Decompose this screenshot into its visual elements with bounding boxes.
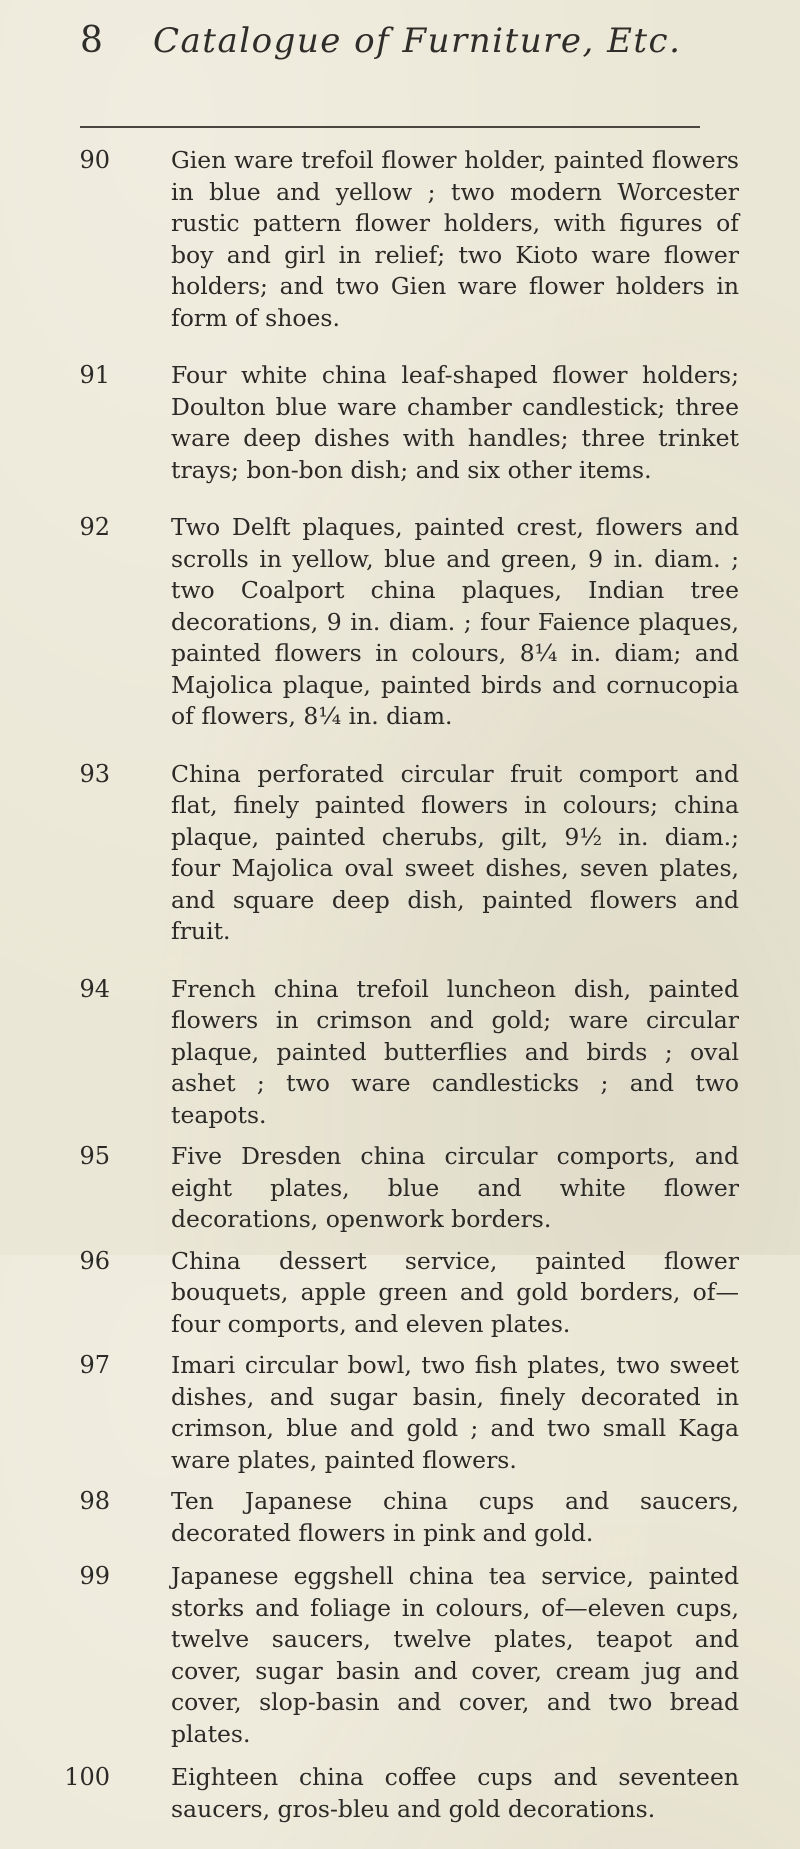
lot-entry [79, 974, 739, 1132]
lot-entry [64, 1762, 739, 1825]
lot-description: French china trefoil luncheon dish, painted flowers in crimson and gold; ware circular plaque, painted butterflies and birds ; oval ashet ; two ware candlesticks ; and two teapots. [171, 974, 739, 1129]
lot-description: Two Delft plaques, painted crest, flowers and scrolls in yellow, blue and green, 9 in. diam. ; two Coalport china plaques, Indian tree decorations, 9 in. diam. ; four Faience plaques, painted flowers in colours, 8¼ in. diam; and Majolica plaque, painted birds and cornucopia of flowers, 8¼ in. diam. [171, 513, 739, 730]
page-number: 8 [80, 20, 103, 61]
page-header [80, 12, 700, 74]
lot-number: 90 [79, 146, 110, 174]
lot-description: China perforated circular fruit comport and flat, finely painted flowers in colours; china plaque, painted cherubs, gilt, 9½ in. diam.; four Majolica oval sweet dishes, seven plates, and square deep dish, painted flowers and fruit. [171, 759, 739, 945]
lot-description: Five Dresden china circular comports, and eight plates, blue and white flower decorations, openwork borders. [171, 1142, 739, 1233]
lot-list [0, 145, 800, 1849]
lot-number: 100 [64, 1763, 110, 1791]
lot-description: Japanese eggshell china tea service, painted storks and foliage in colours, of—eleven cups, twelve saucers, twelve plates, teapot and cover, sugar basin and cover, cream jug and cover, slop-basin and cover, and two bread plates. [171, 1562, 739, 1748]
lot-entry [79, 1141, 739, 1236]
lot-number: 95 [79, 1142, 110, 1170]
lot-number: 99 [79, 1562, 110, 1590]
lot-number: 97 [79, 1351, 110, 1379]
lot-number: 98 [79, 1487, 110, 1515]
lot-entry [79, 759, 739, 948]
lot-entry [79, 1486, 739, 1549]
lot-description: Ten Japanese china cups and saucers, decorated flowers in pink and gold. [171, 1487, 739, 1547]
lot-number: 91 [79, 361, 110, 389]
lot-entry [79, 1561, 739, 1750]
lot-number: 92 [79, 513, 110, 541]
header-rule [80, 126, 700, 128]
lot-description: Eighteen china coffee cups and seventeen saucers, gros-bleu and gold decorations. [171, 1763, 739, 1823]
lot-description: Four white china leaf-shaped flower holders; Doulton blue ware chamber candlestick; three ware deep dishes with handles; three trinket trays; bon-bon dish; and six other items. [171, 361, 739, 484]
lot-entry [79, 1350, 739, 1476]
lot-description: Gien ware trefoil flower holder, painted flowers in blue and yellow ; two modern Worcester rustic pattern flower holders, with figures of boy and girl in relief; two Kioto ware flower holders; and two Gien ware flower holders in form of shoes. [171, 146, 739, 332]
lot-number: 96 [79, 1246, 110, 1275]
lot-description: Imari circular bowl, two fish plates, two sweet dishes, and sugar basin, finely decorated in crimson, blue and gold ; and two small Kaga ware plates, painted flowers. [171, 1351, 739, 1474]
lot-number: 94 [79, 974, 110, 1003]
running-title: Catalogue of Furniture, Etc. [153, 21, 682, 61]
lot-entry [79, 1246, 739, 1341]
lot-description: China dessert service, painted flower bouquets, apple green and gold borders, of—four comports, and eleven plates. [171, 1246, 739, 1338]
lot-entry [79, 145, 739, 334]
lot-number: 93 [79, 759, 110, 788]
lot-entry [79, 360, 739, 486]
lot-entry [79, 512, 739, 733]
